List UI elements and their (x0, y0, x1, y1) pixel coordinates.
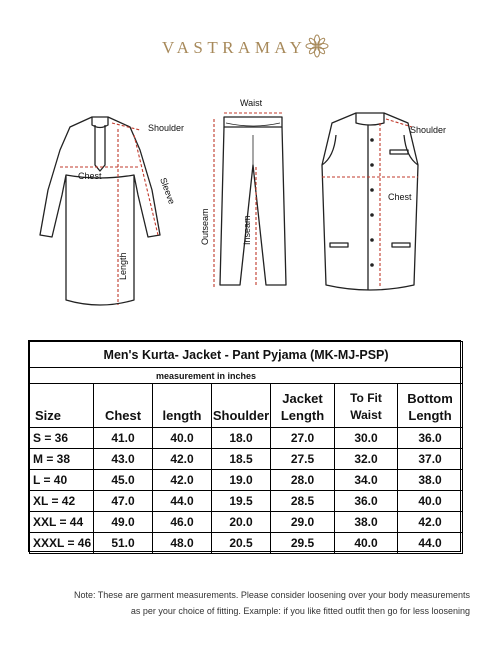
header-size: Size (30, 384, 94, 428)
fitting-note (20, 587, 470, 619)
jacket-length-cell: 29.5 (271, 533, 335, 554)
size-chart-table (28, 340, 461, 552)
size-cell: XL = 42 (30, 491, 94, 512)
kurta-length-label: Length (118, 252, 128, 280)
bottom-length-cell: 42.0 (398, 512, 463, 533)
table-row (30, 470, 463, 491)
shoulder-cell: 19.0 (212, 470, 271, 491)
chest-cell: 51.0 (94, 533, 153, 554)
shoulder-cell: 18.0 (212, 428, 271, 449)
size-cell: S = 36 (30, 428, 94, 449)
waist-cell: 40.0 (335, 533, 398, 554)
header-jacket-length: Jacket Length (271, 384, 335, 428)
pyjama-drawing (220, 117, 286, 285)
table-row (30, 428, 463, 449)
jacket-length-cell: 28.5 (271, 491, 335, 512)
jacket-length-cell: 27.5 (271, 449, 335, 470)
length-cell: 42.0 (153, 449, 212, 470)
brand-name: VASTRAMAY (162, 38, 307, 57)
bottom-length-cell: 36.0 (398, 428, 463, 449)
jacket-measure-lines (322, 119, 418, 287)
size-cell: XXL = 44 (30, 512, 94, 533)
table-title: Men's Kurta- Jacket - Pant Pyjama (MK-MJ-PSP) (30, 342, 463, 368)
chest-cell: 49.0 (94, 512, 153, 533)
chest-cell: 45.0 (94, 470, 153, 491)
note-line-1: Note: These are garment measurements. Please consider loosening over your body measurements (73, 590, 470, 600)
table-row (30, 533, 463, 554)
chest-cell: 43.0 (94, 449, 153, 470)
length-cell: 46.0 (153, 512, 212, 533)
jacket-length-cell: 28.0 (271, 470, 335, 491)
kurta-drawing (40, 117, 160, 305)
shoulder-cell: 20.5 (212, 533, 271, 554)
table-row (30, 491, 463, 512)
kurta-measure-lines (60, 123, 158, 305)
jacket-buttons (370, 138, 374, 267)
pyjama-outseam-label: Outseam (200, 208, 210, 245)
size-table (29, 341, 463, 554)
header-length: length (153, 384, 212, 428)
jacket-length-cell: 27.0 (271, 428, 335, 449)
measurement-illustration (0, 95, 490, 325)
header-shoulder: Shoulder (212, 384, 271, 428)
waist-cell: 32.0 (335, 449, 398, 470)
header-chest: Chest (94, 384, 153, 428)
shoulder-cell: 19.5 (212, 491, 271, 512)
waist-cell: 36.0 (335, 491, 398, 512)
chest-cell: 47.0 (94, 491, 153, 512)
length-cell: 44.0 (153, 491, 212, 512)
table-row (30, 449, 463, 470)
size-cell: L = 40 (30, 470, 94, 491)
waist-cell: 34.0 (335, 470, 398, 491)
header-bottom-length: Bottom Length (398, 384, 463, 428)
garment-diagrams (0, 95, 490, 325)
bottom-length-cell: 37.0 (398, 449, 463, 470)
shoulder-cell: 18.5 (212, 449, 271, 470)
table-header-row (30, 384, 463, 428)
kurta-shoulder-label: Shoulder (148, 123, 185, 133)
brand-header (0, 34, 490, 60)
waist-cell: 38.0 (335, 512, 398, 533)
lotus-logo-icon (305, 34, 329, 58)
length-cell: 40.0 (153, 428, 212, 449)
bottom-length-cell: 44.0 (398, 533, 463, 554)
table-row (30, 512, 463, 533)
table-subtitle: measurement in inches (30, 368, 463, 384)
size-cell: M = 38 (30, 449, 94, 470)
chest-cell: 41.0 (94, 428, 153, 449)
jacket-chest-label: Chest (388, 192, 412, 202)
shoulder-cell: 20.0 (212, 512, 271, 533)
pyjama-waist-label: Waist (240, 98, 263, 108)
bottom-length-cell: 40.0 (398, 491, 463, 512)
length-cell: 42.0 (153, 470, 212, 491)
pyjama-inseam-label: Inseam (242, 215, 252, 245)
kurta-chest-label: Chest (78, 171, 102, 181)
jacket-length-cell: 29.0 (271, 512, 335, 533)
waist-cell: 30.0 (335, 428, 398, 449)
note-line-2: as per your choice of fitting. Example: if you like fitted outfit then go for less loosening (130, 606, 470, 616)
bottom-length-cell: 38.0 (398, 470, 463, 491)
length-cell: 48.0 (153, 533, 212, 554)
header-to-fit-waist: To Fit Waist (335, 384, 398, 428)
size-cell: XXXL = 46 (30, 533, 94, 554)
kurta-sleeve-label: Sleeve (158, 176, 177, 206)
jacket-shoulder-label: Shoulder (410, 125, 447, 135)
